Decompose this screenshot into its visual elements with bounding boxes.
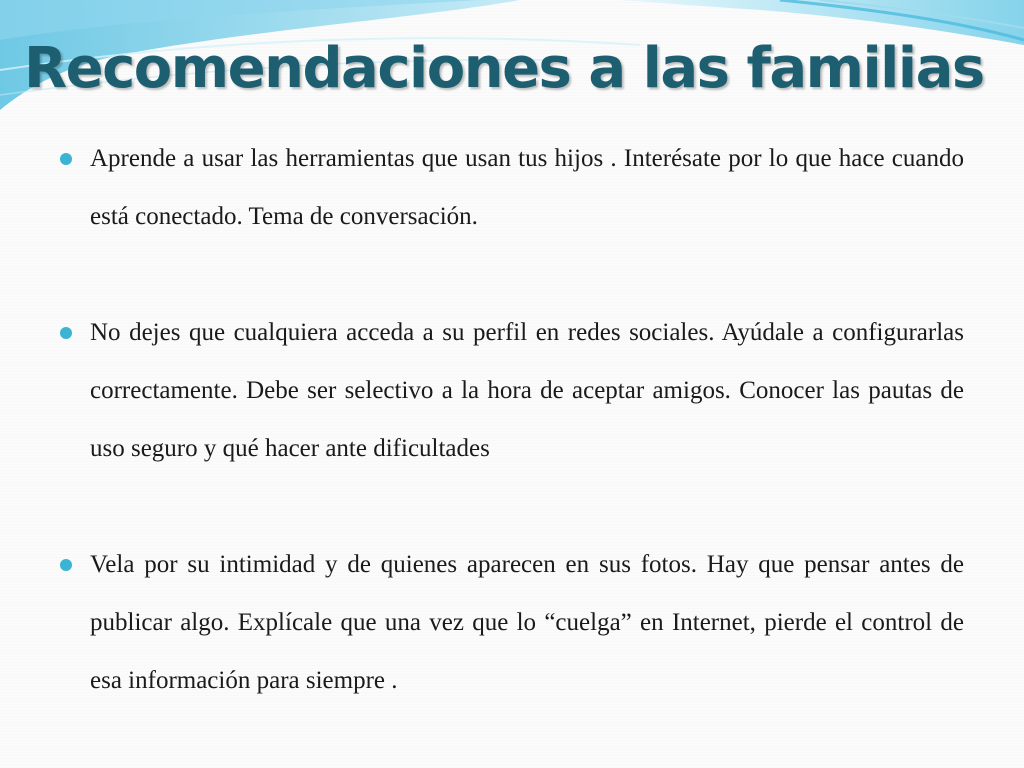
bullet-dot-icon: [60, 559, 72, 571]
bullet-item: [60, 130, 964, 246]
bullet-dot-icon: [60, 327, 72, 339]
bullet-text: Aprende a usar las herramientas que usan tus hijos . Interésate por lo que hace cuando está conectado. Tema de conversación.: [90, 145, 964, 230]
bullet-list: [60, 130, 964, 710]
bullet-item: [60, 536, 964, 710]
bullet-item: [60, 304, 964, 478]
slide-title: Recomendaciones a las familias: [24, 36, 984, 101]
bullet-text: Vela por su intimidad y de quienes aparecen en sus fotos. Hay que pensar antes de publicar algo. Explícale que una vez que lo “cuelga” en Internet, pierde el control de esa información para siempre .: [90, 551, 964, 694]
bullet-text: No dejes que cualquiera acceda a su perfil en redes sociales. Ayúdale a configurarlas correctamente. Debe ser selectivo a la hora de aceptar amigos. Conocer las pautas de uso seguro y qué hacer ante dificultades: [90, 319, 964, 462]
bullet-dot-icon: [60, 153, 72, 165]
